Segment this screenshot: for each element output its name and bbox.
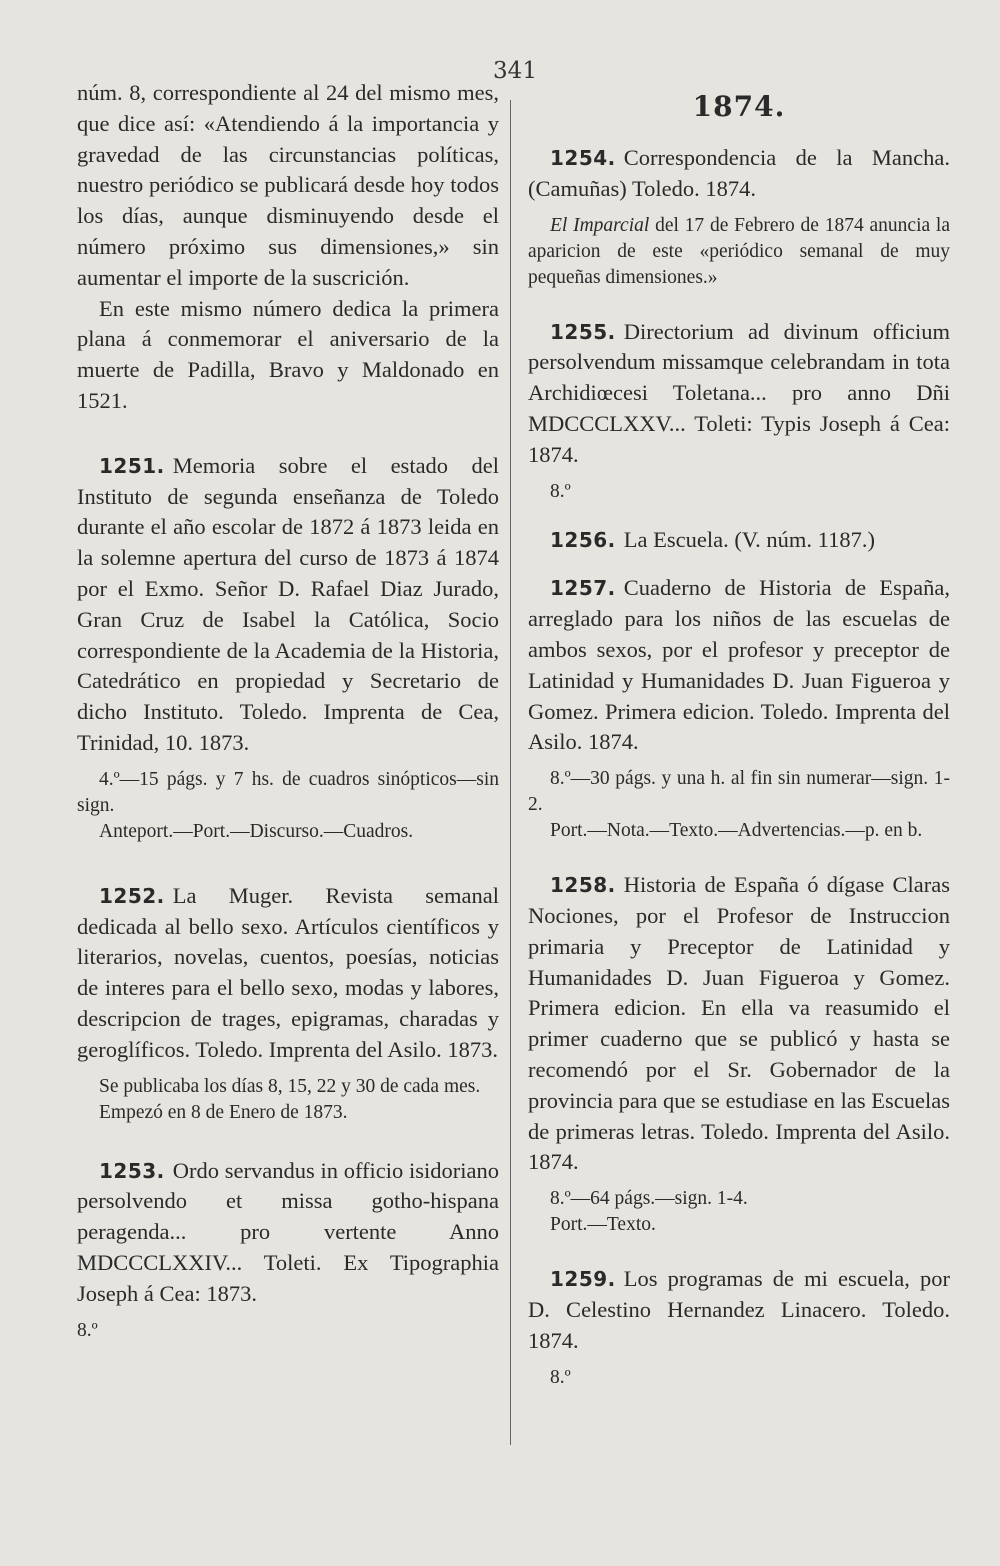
entry-note: 8.º—64 págs.—sign. 1-4. <box>550 1188 748 1210</box>
entry-text: La Muger. Revista semanal dedicada al bello sexo. Artículos científicos y literarios, novelas, cuentos, poesías, noticias de interes para el bello sexo, modas y labores, descripcion de trages, epigramas, charadas y geroglíficos. Toledo. Imprenta del Asilo. 1873. <box>77 882 499 1062</box>
entry-number: 1257. <box>550 576 616 601</box>
newspaper-title: El Imparcial <box>550 214 650 236</box>
entry-text: Directorium ad divinum officium persolvendum missamque celebrandam in tota Archidiœcesi Toletana... pro anno Dñi MDCCCLXXV... Toleti: Typis Joseph á Cea: 1874. <box>528 318 950 467</box>
entry-1252 <box>77 881 499 1126</box>
entry-number: 1254. <box>550 146 616 170</box>
entry-1259 <box>528 1264 950 1390</box>
continuation-paragraph-2: En este mismo número dedica la primera plana á conmemorar el aniversario de la muerte de Padilla, Bravo y Maldonado en 1521. <box>77 295 499 413</box>
entry-number: 1253. <box>99 1158 165 1183</box>
left-column <box>77 78 499 1344</box>
entry-text: Correspondencia de la Mancha. (Camuñas) Toledo. 1874. <box>528 145 950 201</box>
entry-number: 1259. <box>550 1267 616 1292</box>
entry-number: 1256. <box>550 527 616 552</box>
entry-1258 <box>528 870 950 1238</box>
entry-number: 1255. <box>550 319 616 344</box>
entry-text: Ordo servandus in officio isidoriano persolvendo et missa gotho-hispana peragenda... pro vertente Anno MDCCCLXXIV... Toleti. Ex Tipographia Joseph á Cea: 1873. <box>77 1157 499 1306</box>
entry-text: La Escuela. (V. núm. 1187.) <box>623 526 875 552</box>
entry-note: Anteport.—Port.—Discurso.—Cuadros. <box>99 820 414 842</box>
entry-note-text: del 17 de Febrero de 1874 anuncia la aparicion de este «periódico semanal de muy pequeñas dimensiones.» <box>528 214 950 288</box>
entry-1256 <box>528 525 950 556</box>
right-column <box>528 90 950 1391</box>
entry-1253 <box>77 1156 499 1344</box>
entry-1254 <box>528 143 950 291</box>
entry-text: Los programas de mi escuela, por D. Celestino Hernandez Linacero. Toledo. 1874. <box>528 1266 950 1353</box>
entry-number: 1252. <box>99 883 165 908</box>
entry-text: Cuaderno de Historia de España, arreglado para los niños de las escuelas de ambos sexos, por el profesor y preceptor de Latinidad y Humanidades D. Juan Figueroa y Gomez. Primera edicion. Toledo. Imprenta del Asilo. 1874. <box>528 575 950 755</box>
year-heading: 1874. <box>692 90 786 123</box>
entry-note: Se publicaba los días 8, 15, 22 y 30 de cada mes. <box>99 1075 481 1097</box>
entry-text: Memoria sobre el estado del Instituto de segunda enseñanza de Toledo durante el año escolar de 1872 á 1873 leida en la solemne apertura del curso de 1873 á 1874 por el Exmo. Señor D. Rafael Diaz Jurado, Gran Cruz de Isabel la Católica, Socio correspondiente de la Academia de la Historia, Catedrático en propiedad y Secretario de dicho Instituto. Toledo. Imprenta de Cea, Trinidad, 10. 1873. <box>77 452 499 755</box>
entry-note: 8.º <box>550 480 571 502</box>
entry-number: 1258. <box>550 873 616 898</box>
entry-1255 <box>528 317 950 505</box>
continuation-paragraph: núm. 8, correspondiente al 24 del mismo mes, que dice así: «Atendiendo á la importancia y gravedad de las circunstancias políticas, nuestro periódico se publicará desde hoy todos los días, aunque disminuyendo desde el número próximo sus dimensiones,» sin aumentar el importe de la suscrición. <box>77 80 499 290</box>
column-divider <box>510 100 511 1445</box>
entry-1257 <box>528 573 950 844</box>
entry-note: 8.º—30 págs. y una h. al fin sin numerar—sign. 1-2. <box>528 768 950 816</box>
page-number: 341 <box>493 58 537 84</box>
entry-note: 4.º—15 págs. y 7 hs. de cuadros sinópticos—sin sign. <box>77 768 499 816</box>
entry-note: 8.º <box>77 1319 98 1341</box>
entry-note: Port.—Texto. <box>550 1214 656 1236</box>
entry-note: 8.º <box>550 1366 571 1388</box>
entry-note <box>528 213 950 291</box>
entry-note: Empezó en 8 de Enero de 1873. <box>99 1101 348 1123</box>
entry-note: Port.—Nota.—Texto.—Advertencias.—p. en b. <box>550 820 923 842</box>
entry-number: 1251. <box>99 453 165 478</box>
entry-1251 <box>77 451 499 845</box>
entry-text: Historia de España ó dígase Claras Nociones, por el Profesor de Instruccion primaria y Preceptor de Latinidad y Humanidades D. Juan Figueroa y Gomez. Primera edicion. En ella va reasumido el primer cuaderno que se publicó y hasta se recomendó por el Sr. Gobernador de la provincia para que se estudiase en las Escuelas de primeras letras. Toledo. Imprenta del Asilo. 1874. <box>528 872 950 1175</box>
